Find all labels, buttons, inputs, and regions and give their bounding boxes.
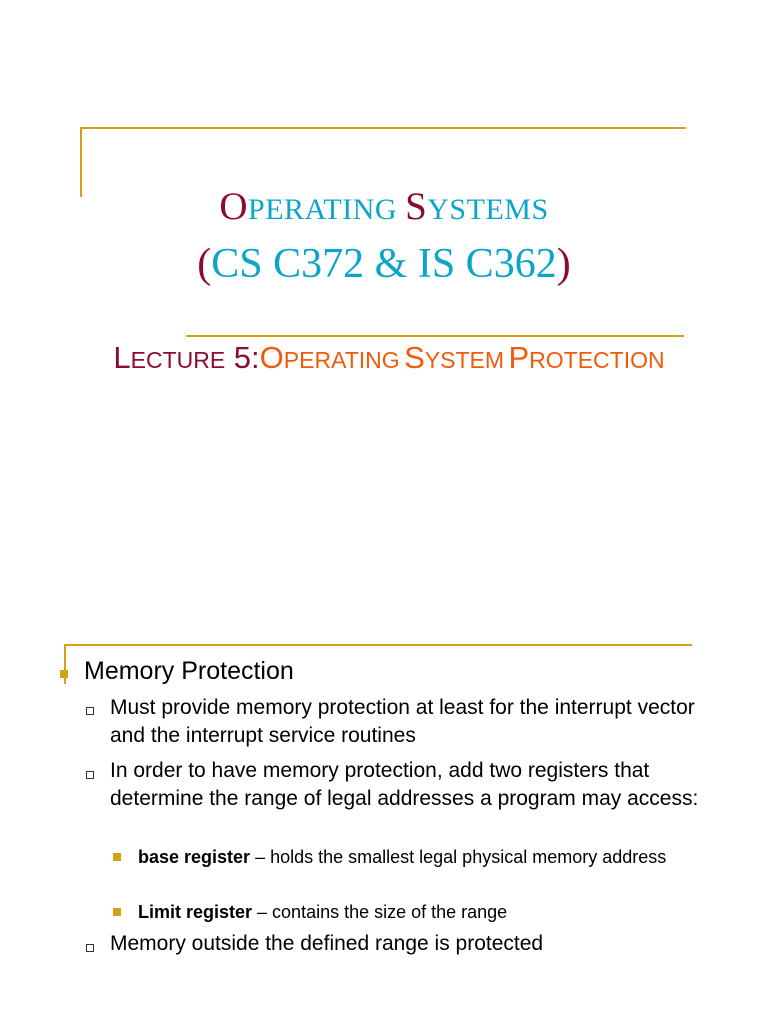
sub-bullet-2: In order to have memory protection, add two registers that determine the range of legal addresses a program may access:: [110, 759, 699, 810]
item-base-register: [138, 845, 698, 869]
lecture-ystem: YSTEM: [424, 347, 505, 373]
bullet-memory-protection: Memory Protection: [84, 657, 294, 685]
title-s: S: [405, 185, 428, 228]
title-ystems: YSTEMS: [427, 193, 549, 226]
lecture-perating: PERATING: [283, 347, 400, 373]
course-title: [0, 184, 768, 229]
lecture-title: [0, 340, 768, 376]
course-code-text: CS C372 & IS C362: [211, 241, 557, 287]
content-top-gold-line: [64, 644, 692, 646]
content-left-gold-line: [64, 644, 66, 684]
square-bullet-icon: [113, 908, 121, 916]
item-limit-register: [138, 900, 698, 924]
lecture-number: 5:: [225, 340, 260, 375]
square-bullet-icon: [113, 853, 121, 861]
hollow-square-bullet-icon: [86, 944, 94, 952]
lecture-l: L: [113, 340, 131, 375]
middle-gold-line: [186, 335, 684, 337]
square-bullet-icon: [60, 670, 68, 678]
lecture-p: P: [508, 340, 530, 375]
course-code: [0, 240, 768, 288]
open-paren: (: [197, 241, 212, 287]
hollow-square-bullet-icon: [86, 707, 94, 715]
lecture-ecture: ECTURE: [130, 347, 226, 373]
base-register-desc: – holds the smallest legal physical memory address: [250, 847, 667, 867]
lecture-o: O: [259, 340, 284, 375]
title-perating: PERATING: [248, 193, 398, 226]
limit-register-desc: – contains the size of the range: [252, 902, 508, 922]
title-o: O: [219, 185, 249, 228]
hollow-square-bullet-icon: [86, 771, 94, 779]
lecture-s: S: [404, 340, 425, 375]
base-register-label: base register: [138, 847, 251, 867]
lecture-rotection: ROTECTION: [529, 347, 665, 373]
sub-bullet-3: Memory outside the defined range is protected: [110, 932, 544, 955]
sub-bullet-1: Must provide memory protection at least for the interrupt vector and the interrupt service routines: [110, 696, 695, 747]
close-paren: ): [556, 241, 571, 287]
limit-register-label: Limit register: [138, 902, 253, 922]
top-gold-line: [80, 127, 686, 129]
